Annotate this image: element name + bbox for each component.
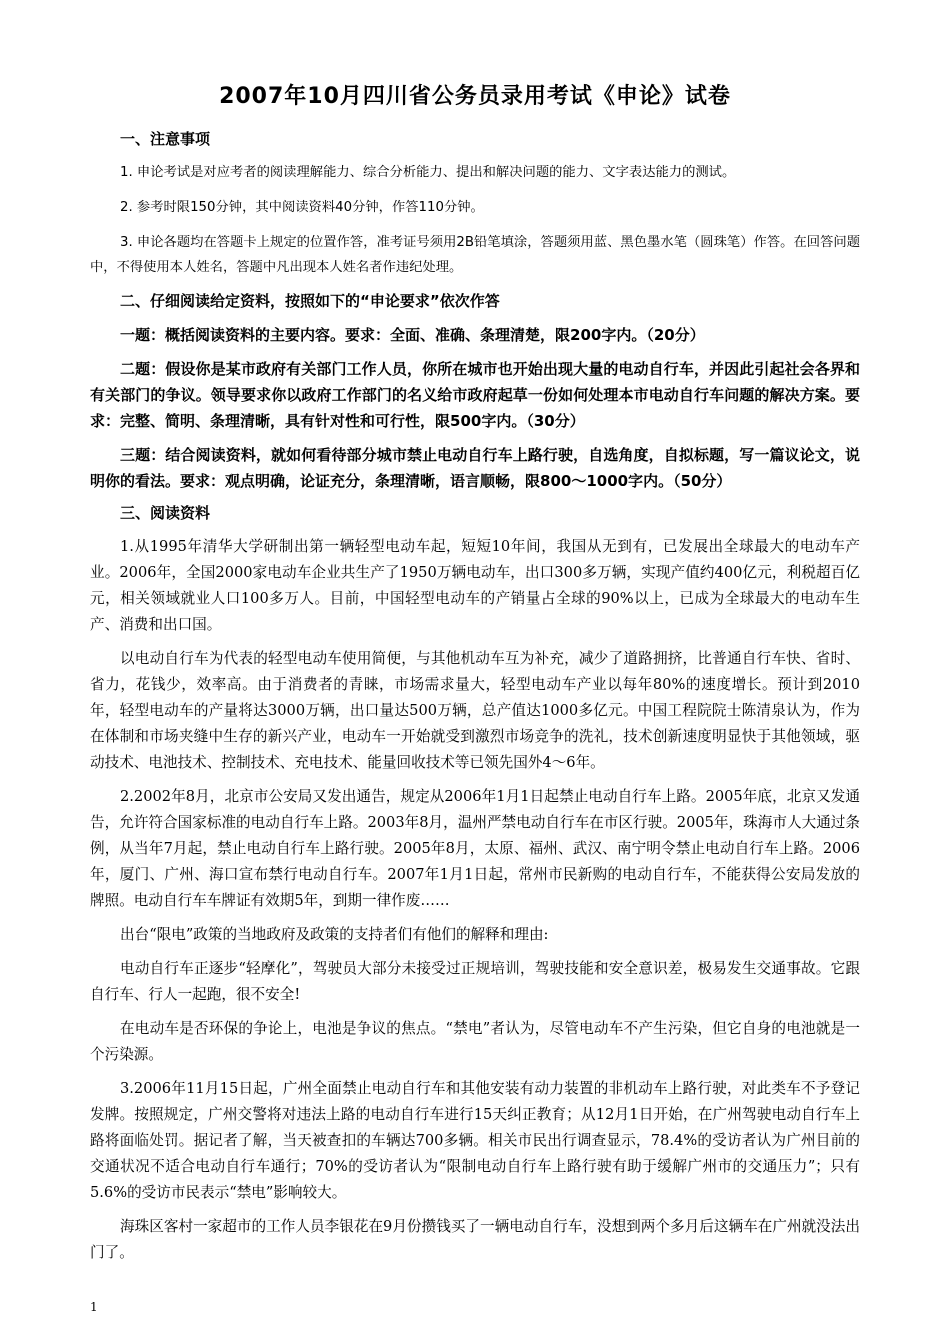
page-title: 2007年10月四川省公务员录用考试《申论》试卷	[219, 84, 731, 109]
notice-section	[90, 128, 860, 280]
material-paragraph: 2.2002年8月，北京市公安局又发出通告，规定从2006年1月1日起禁止电动自行车上路。2005年底，北京又发通告，允许符合国家标准的电动自行车上路。2003年8月，温州严禁电动自行车在市区行驶。2005年，珠海市人大通过条例，从当年7月起，禁止电动自行车上路行驶。2005年8月，太原、福州、武汉、南宁明令禁止电动自行车上路。2006年，厦门、广州、海口宣布禁行电动自行车。2007年1月1日起，常州市民新购的电动自行车，不能获得公安局发放的牌照。电动自行车车牌证有效期5年，到期一律作废……	[90, 788, 860, 909]
material-paragraph: 3.2006年11月15日起，广州全面禁止电动自行车和其他安装有动力装置的非机动车上路行驶，对此类车不予登记发牌。按照规定，广州交警将对违法上路的电动自行车进行15天纠正教育；从12月1日开始，在广州驾驶电动自行车上路将面临处罚。据记者了解，当天被查扣的车辆达700多辆。相关市民出行调查显示，78.4%的受访者认为广州目前的交通状况不适合电动自行车通行；70%的受访者认为“限制电动自行车上路行驶有助于缓解广州市的交通压力”；只有5.6%的受访市民表示“禁电”影响较大。	[90, 1080, 860, 1201]
document-page	[90, 82, 860, 1274]
requirements-section	[90, 290, 860, 494]
notice-heading: 一、注意事项	[120, 130, 211, 148]
question-2: 二题：假设你是某市政府有关部门工作人员，你所在城市也开始出现大量的电动自行车，并因此引起社会各界和有关部门的争议。领导要求你以政府工作部门的名义给市政府起草一份如何处理本市电动自行车问题的解决方案。要求：完整、简明、条理清晰，具有针对性和可行性，限500字内。（30分）	[90, 360, 860, 430]
requirements-heading: 二、仔细阅读给定资料，按照如下的“申论要求”依次作答	[120, 292, 500, 310]
notice-item: 3. 申论各题均在答题卡上规定的位置作答，准考证号须用2B铅笔填涂，答题须用蓝、黑色墨水笔（圆珠笔）作答。在回答问题中，不得使用本人姓名，答题中凡出现本人姓名者作违纪处理。	[90, 235, 860, 275]
notice-item: 1. 申论考试是对应考者的阅读理解能力、综合分析能力、提出和解决问题的能力、文字表达能力的测试。	[120, 165, 736, 180]
material-paragraph: 电动自行车正逐步“轻摩化”，驾驶员大部分未接受过正规培训，驾驶技能和安全意识差，极易发生交通事故。它跟自行车、行人一起跑，很不安全!	[90, 960, 860, 1003]
question-3: 三题：结合阅读资料，就如何看待部分城市禁止电动自行车上路行驶，自选角度，自拟标题，写一篇议论文，说明你的看法。要求：观点明确，论证充分，条理清晰，语言顺畅，限800～1000字内。（50分）	[90, 446, 860, 490]
material-paragraph: 海珠区客村一家超市的工作人员李银花在9月份攒钱买了一辆电动自行车，没想到两个多月后这辆车在广州就没法出门了。	[90, 1218, 860, 1261]
material-paragraph: 在电动车是否环保的争论上，电池是争议的焦点。“禁电”者认为，尽管电动车不产生污染，但它自身的电池就是一个污染源。	[90, 1020, 860, 1063]
material-paragraph: 以电动自行车为代表的轻型电动车使用简便，与其他机动车互为补充，减少了道路拥挤，比普通自行车快、省时、省力，花钱少，效率高。由于消费者的青睐，市场需求量大，轻型电动车产业以每年80%的速度增长。预计到2010年，轻型电动车的产量将达3000万辆，出口量达500万辆，总产值达1000多亿元。中国工程院院士陈清泉认为，作为在体制和市场夹缝中生存的新兴产业，电动车一开始就受到激烈市场竞争的洗礼，技术创新速度明显快于其他领域，驱动技术、电池技术、控制技术、充电技术、能量回收技术等已领先国外4～6年。	[90, 650, 860, 771]
material-paragraph: 1.从1995年清华大学研制出第一辆轻型电动车起，短短10年间，我国从无到有，已发展出全球最大的电动车产业。2006年，全国2000家电动车企业共生产了1950万辆电动车，出口300多万辆，实现产值约400亿元，利税超百亿元，相关领域就业人口100多万人。目前，中国轻型电动车的产销量占全球的90%以上，已成为全球最大的电动车生产、消费和出口国。	[90, 538, 860, 633]
materials-heading: 三、阅读资料	[120, 504, 211, 522]
material-paragraph: 出台“限电”政策的当地政府及政策的支持者们有他们的解释和理由:	[120, 926, 549, 943]
page-number: 1	[90, 1300, 98, 1314]
materials-section	[90, 502, 860, 1266]
notice-item: 2. 参考时限150分钟，其中阅读资料40分钟，作答110分钟。	[120, 200, 484, 215]
question-1: 一题：概括阅读资料的主要内容。要求：全面、准确、条理清楚，限200字内。（20分）	[120, 326, 705, 344]
